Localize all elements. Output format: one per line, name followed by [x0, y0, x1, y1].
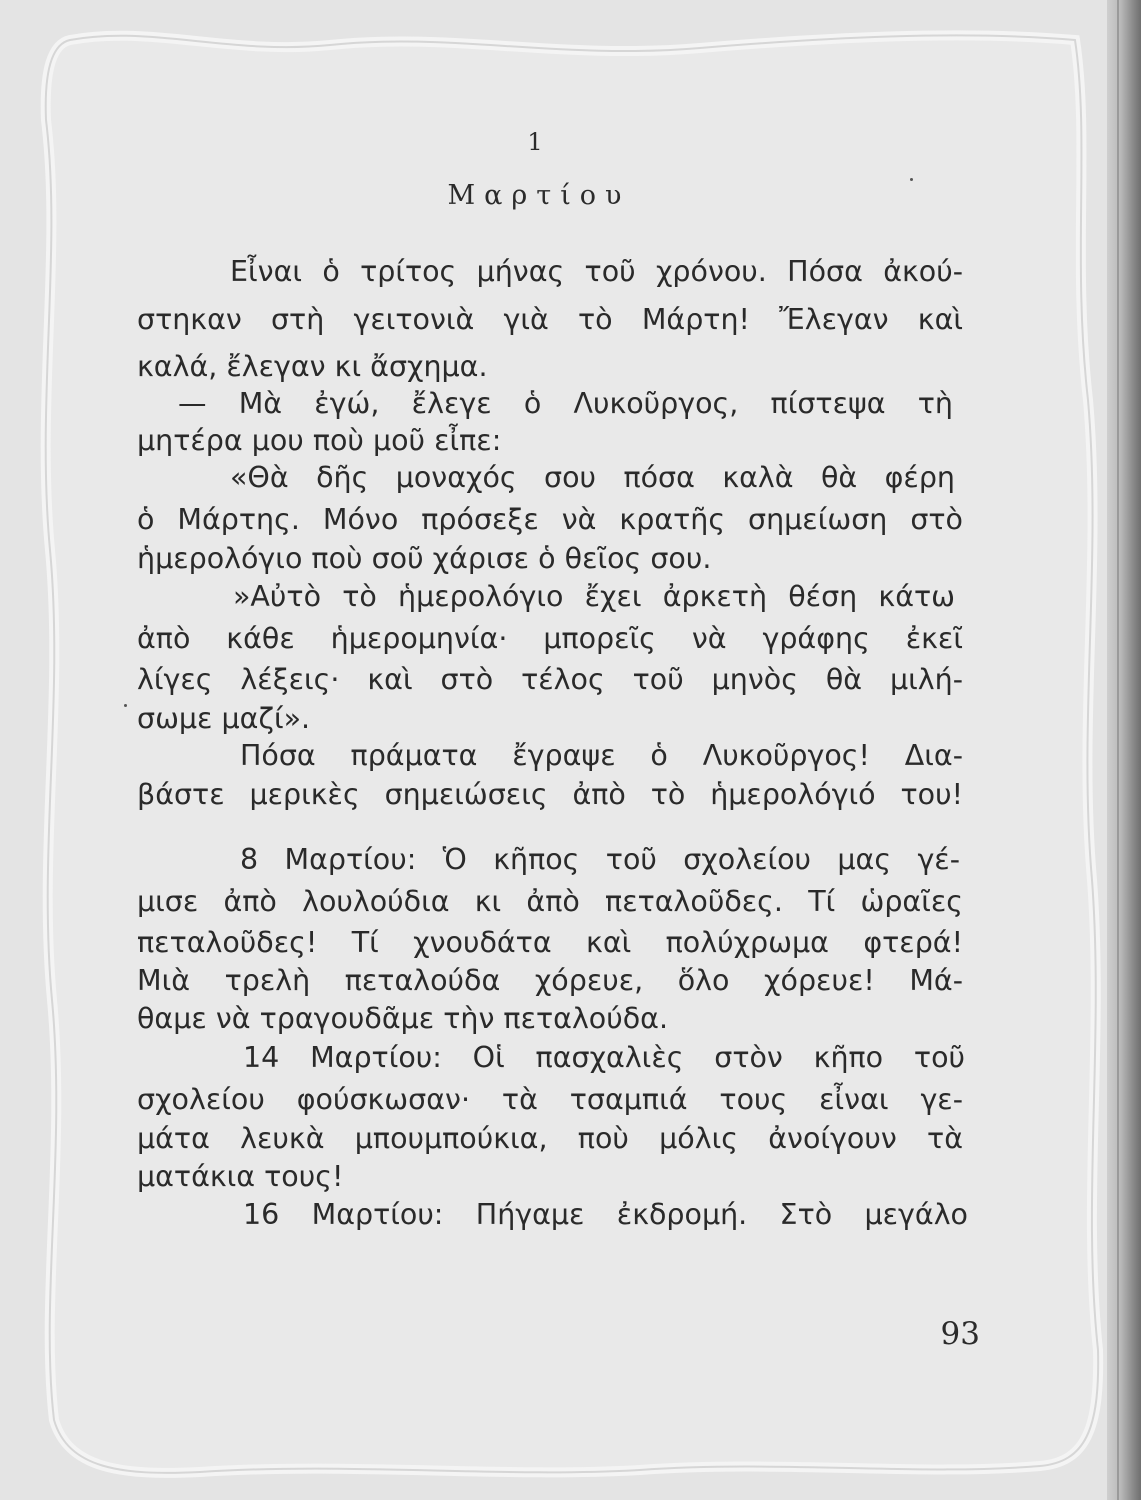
text-line: ματάκια τους! [137, 1160, 344, 1193]
text-line: στηκαν στὴ γειτονιὰ γιὰ τὸ Μάρτη! Ἔλεγαν καὶ [137, 303, 963, 336]
text-line: Πόσα πράματα ἔγραψε ὁ Λυκοῦργος! Δια- [240, 739, 963, 772]
spine-edge-line [1117, 0, 1119, 1500]
text-line: πεταλοῦδες! Τί χνουδάτα καὶ πολύχρωμα φτερά! [137, 926, 963, 959]
text-line: μάτα λευκὰ μπουμπούκια, ποὺ μόλις ἀνοίγουν τὰ [137, 1122, 963, 1155]
text-line: Εἶναι ὁ τρίτος μήνας τοῦ χρόνου. Πόσα ἀκού- [230, 255, 963, 288]
text-line: λίγες λέξεις· καὶ στὸ τέλος τοῦ μηνὸς θὰ μιλή- [137, 663, 963, 696]
text-line: »Αὐτὸ τὸ ἡμερολόγιο ἔχει ἀρκετὴ θέση κάτω [233, 580, 955, 613]
text-line: βάστε μερικὲς σημειώσεις ἀπὸ τὸ ἡμερολόγιό του! [137, 778, 963, 811]
text-line: 8 Μαρτίου: Ὁ κῆπος τοῦ σχολείου μας γέ- [240, 843, 960, 876]
text-line: σωμε μαζί». [137, 702, 311, 735]
text-line: μισε ἀπὸ λουλούδια κι ἀπὸ πεταλοῦδες. Τί ὡραῖες [137, 885, 963, 918]
text-line: σχολείου φούσκωσαν· τὰ τσαμπιά τους εἶναι γε- [137, 1083, 963, 1116]
chapter-title: Μαρτίου [447, 180, 631, 211]
text-line: Μιὰ τρελὴ πεταλούδα χόρευε, ὅλο χόρευε! Μά- [137, 964, 963, 997]
paper-speck [124, 704, 127, 707]
text-line: μητέρα μου ποὺ μοῦ εἶπε: [137, 424, 502, 457]
text-line: «Θὰ δῆς μοναχός σου πόσα καλὰ θὰ φέρη [230, 461, 955, 494]
book-spine-shadow [1107, 0, 1141, 1500]
text-line: 14 Μαρτίου: Οἱ πασχαλιὲς στὸν κῆπο τοῦ [243, 1041, 965, 1074]
text-line: 16 Μαρτίου: Πήγαμε ἐκδρομή. Στὸ μεγάλο [243, 1198, 968, 1231]
chapter-number: 1 [527, 128, 543, 156]
page-number: 93 [940, 1316, 980, 1352]
text-line: καλά, ἔλεγαν κι ἄσχημα. [137, 350, 488, 383]
text-line: — Μὰ ἐγώ, ἔλεγε ὁ Λυκοῦργος, πίστεψα τὴ [178, 387, 953, 420]
text-line: θαμε νὰ τραγουδᾶμε τὴν πεταλούδα. [137, 1002, 669, 1035]
paper-speck [910, 178, 913, 181]
text-line: ἀπὸ κάθε ἡμερομηνία· μπορεῖς νὰ γράφης ἐκεῖ [137, 622, 963, 655]
text-line: ὁ Μάρτης. Μόνο πρόσεξε νὰ κρατῆς σημείωση στὸ [137, 503, 963, 536]
text-line: ἡμερολόγιο ποὺ σοῦ χάρισε ὁ θεῖος σου. [137, 542, 712, 575]
